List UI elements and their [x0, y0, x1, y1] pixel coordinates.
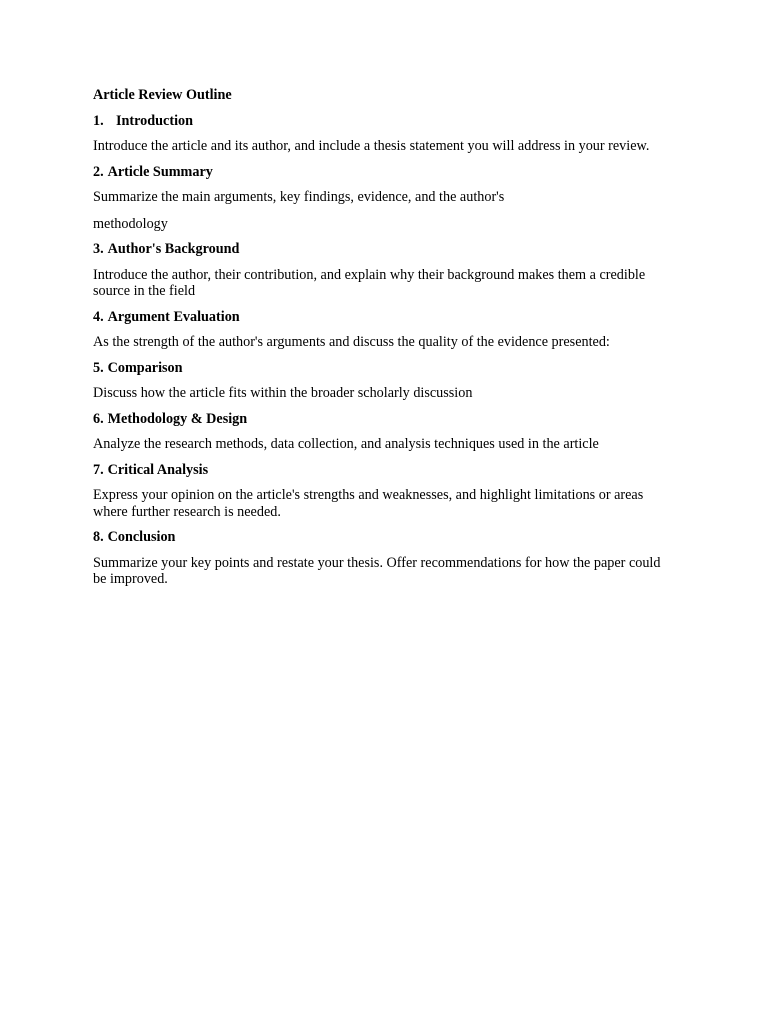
section-number: 4. [93, 308, 104, 325]
section-number: 5. [93, 359, 104, 376]
section-title: Introduction [116, 112, 193, 129]
body-text: Summarize the main arguments, key findings, evidence, and the author's [93, 189, 505, 205]
section-heading [93, 309, 673, 326]
section-body [93, 555, 673, 588]
section-title: Conclusion [107, 529, 176, 545]
section-body [93, 189, 673, 232]
body-text: Express your opinion on the article's strengths and weaknesses, and highlight limitations or areas where further research is needed. [93, 487, 644, 520]
section-body [93, 385, 673, 402]
section-title: Methodology & Design [107, 410, 248, 427]
section-article-summary [93, 164, 673, 233]
body-text: Summarize your key points and restate your thesis. Offer recommendations for how the paper could be improved. [93, 554, 661, 587]
section-number: 6. [93, 410, 104, 427]
section-number: 2. [93, 163, 104, 180]
section-body [93, 138, 673, 155]
section-methodology-design [93, 411, 673, 453]
section-heading [93, 529, 673, 546]
section-number: 7. [93, 461, 104, 478]
section-heading [93, 411, 673, 428]
section-title: Argument Evaluation [107, 308, 240, 325]
section-critical-analysis [93, 462, 673, 521]
section-heading [93, 164, 673, 181]
section-number: 1. [93, 112, 104, 129]
body-text: Analyze the research methods, data collection, and analysis techniques used in the article [93, 436, 599, 452]
section-title: Critical Analysis [107, 461, 209, 478]
section-title: Comparison [107, 359, 183, 376]
section-body [93, 267, 673, 300]
section-number: 8. [93, 529, 104, 545]
section-body [93, 436, 673, 453]
document-title: Article Review Outline [93, 87, 232, 103]
section-number: 3. [93, 241, 104, 257]
section-body [93, 334, 673, 351]
section-argument-evaluation [93, 309, 673, 351]
section-body [93, 487, 673, 520]
section-title: Article Summary [107, 163, 213, 180]
section-heading [93, 360, 673, 377]
section-heading [93, 462, 673, 479]
body-text: Discuss how the article fits within the broader scholarly discussion [93, 385, 473, 401]
section-conclusion [93, 529, 673, 588]
document-page [93, 87, 673, 597]
section-heading [93, 113, 673, 130]
body-text: methodology [93, 215, 168, 232]
section-heading [93, 241, 673, 258]
body-text: Introduce the author, their contribution, and explain why their background makes them a credible source in the field [93, 266, 646, 299]
section-comparison [93, 360, 673, 402]
body-text: Introduce the article and its author, and include a thesis statement you will address in your review. [93, 138, 650, 154]
section-introduction [93, 113, 673, 155]
section-authors-background [93, 241, 673, 300]
body-text: As the strength of the author's arguments and discuss the quality of the evidence presented: [93, 334, 610, 350]
section-title: Author's Background [107, 241, 240, 257]
